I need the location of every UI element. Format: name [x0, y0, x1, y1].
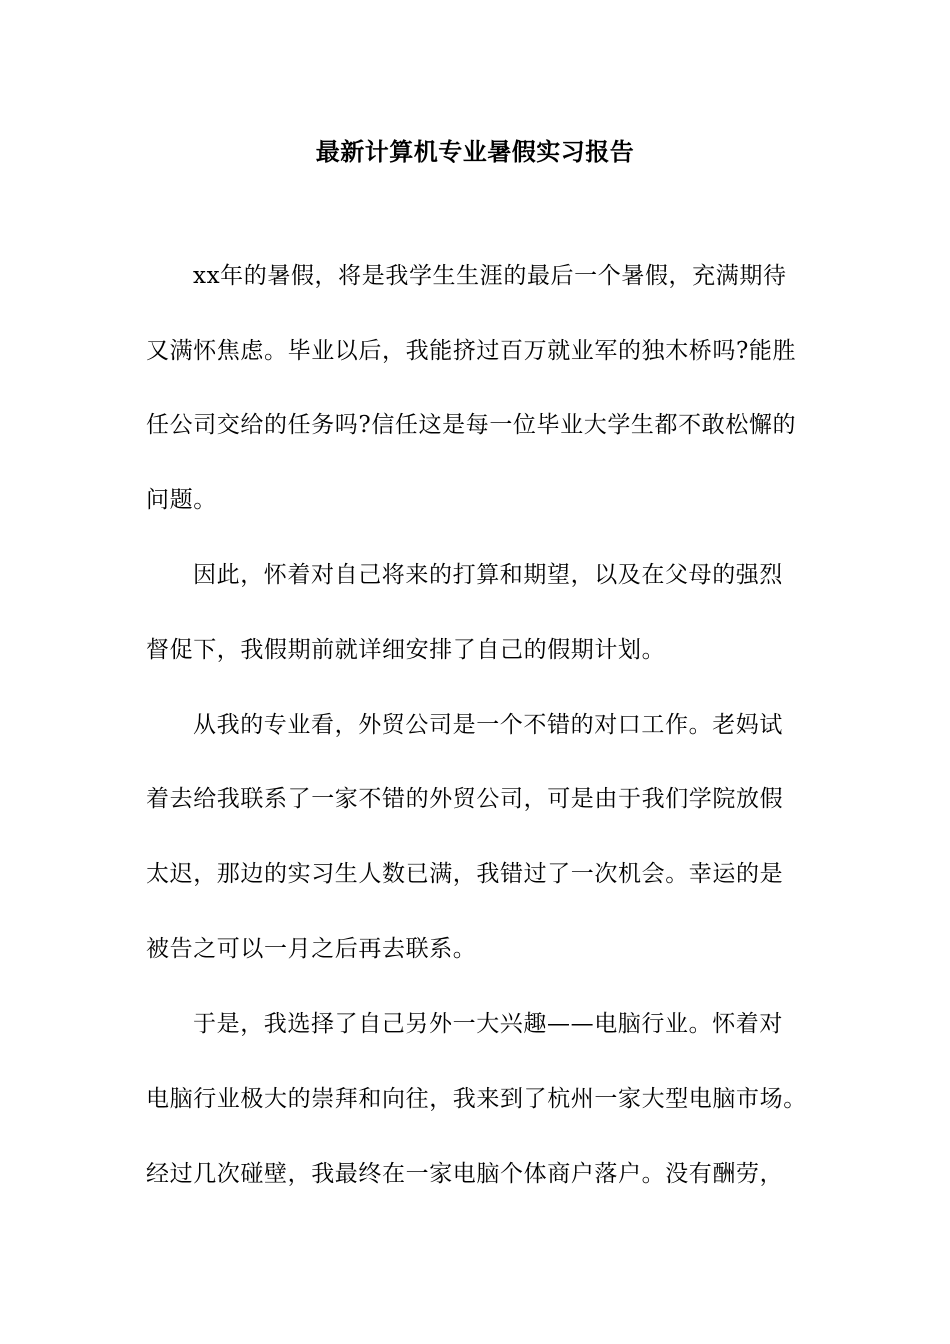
paragraph-line: 又满怀焦虑。毕业以后，我能挤过百万就业军的独木桥吗?能胜: [146, 338, 797, 364]
paragraph-line: 于是，我选择了自己另外一大兴趣——电脑行业。怀着对: [193, 1011, 783, 1037]
paragraph-line: 太迟，那边的实习生人数已满，我错过了一次机会。幸运的是: [146, 861, 784, 887]
paragraph-line: 被告之可以一月之后再去联系。: [146, 936, 477, 962]
paragraph-line: 电脑行业极大的崇拜和向往，我来到了杭州一家大型电脑市场。: [146, 1086, 807, 1112]
paragraph-line: 问题。: [146, 487, 217, 513]
paragraph-line: 经过几次碰壁，我最终在一家电脑个体商户落户。没有酬劳，: [146, 1161, 784, 1187]
paragraph-line: 督促下，我假期前就详细安排了自己的假期计划。: [146, 637, 666, 663]
paragraph-line: 从我的专业看，外贸公司是一个不错的对口工作。老妈试: [193, 712, 783, 738]
document-title: 最新计算机专业暑假实习报告: [315, 137, 635, 166]
paragraph-line: xx年的暑假，将是我学生生涯的最后一个暑假，充满期待: [193, 263, 787, 289]
paragraph-line: 着去给我联系了一家不错的外贸公司，可是由于我们学院放假: [146, 786, 784, 812]
paragraph-line: 因此，怀着对自己将来的打算和期望，以及在父母的强烈: [193, 562, 783, 588]
paragraph-line: 任公司交给的任务吗?信任这是每一位毕业大学生都不敢松懈的: [146, 412, 797, 438]
